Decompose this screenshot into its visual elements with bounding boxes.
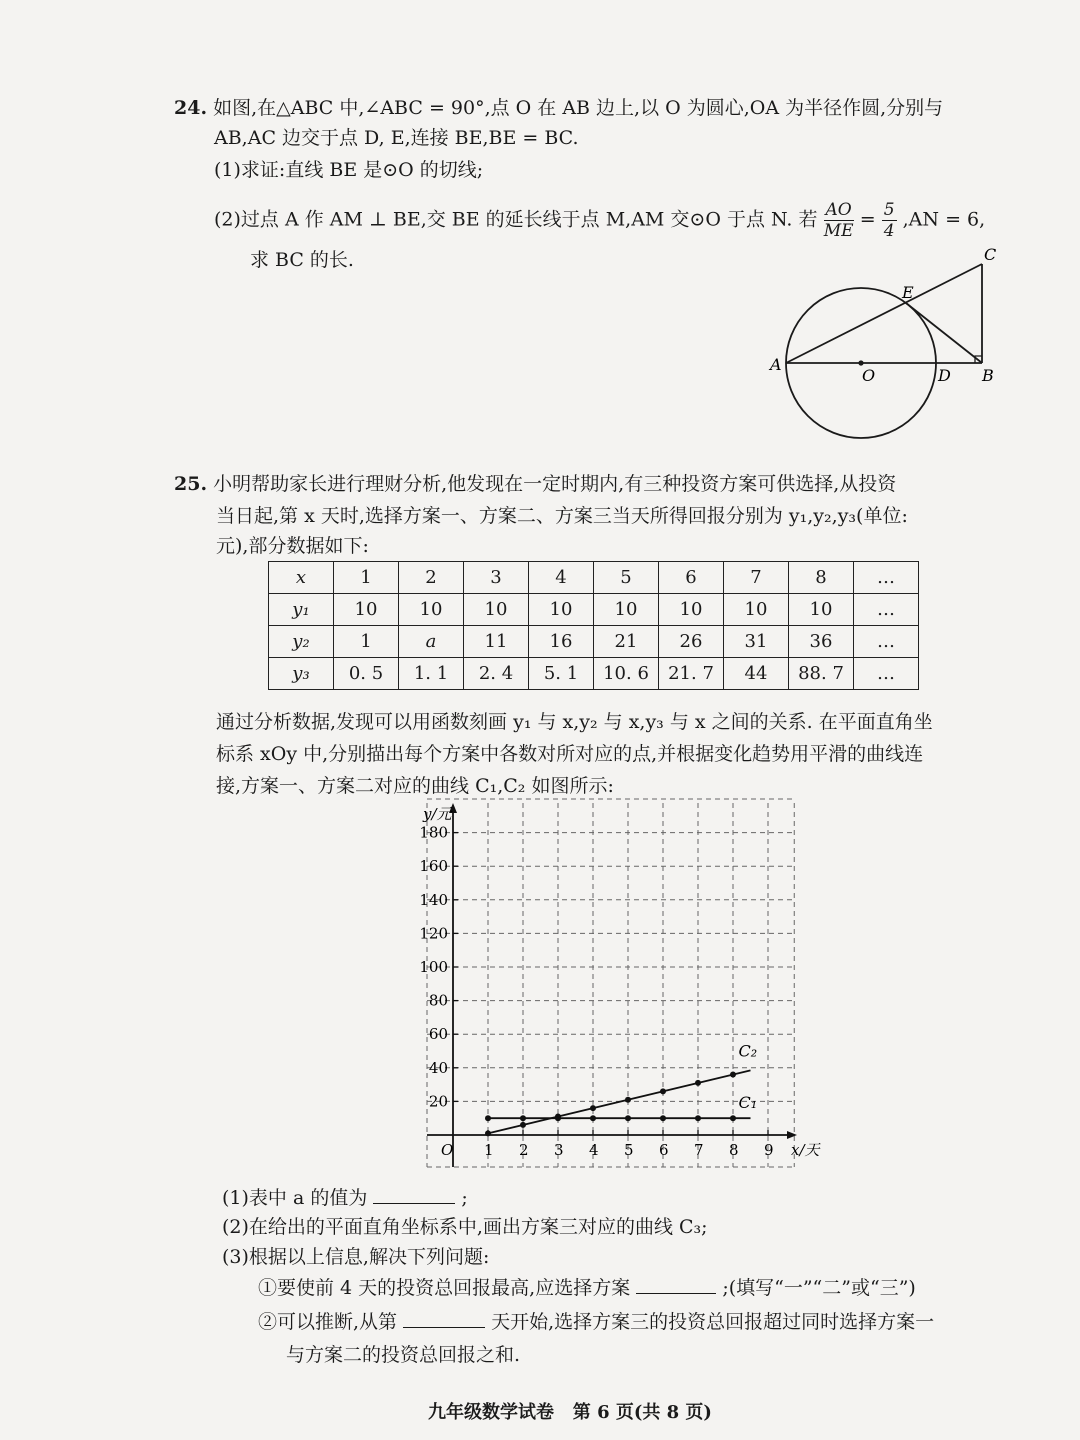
table-row-header: y₂	[269, 626, 334, 658]
x-tick-label: 6	[659, 1141, 669, 1159]
table-cell: 4	[529, 562, 594, 594]
q24-part1: (1)求证:直线 BE 是⊙O 的切线;	[214, 159, 484, 181]
q24-part2-text: (2)过点 A 作 AM ⊥ BE,交 BE 的延长线于点 M,AM 交⊙O 于点 N. 若	[214, 208, 818, 231]
q25-sub1	[222, 1183, 468, 1212]
data-point	[485, 1130, 491, 1136]
center-point-o	[858, 360, 863, 365]
data-point	[485, 1115, 491, 1121]
data-point	[695, 1080, 701, 1086]
table-cell: 44	[724, 658, 789, 690]
answer-blank-plan[interactable]	[636, 1273, 716, 1294]
segment-ac	[786, 264, 982, 363]
q25-line2: 当日起,第 x 天时,选择方案一、方案二、方案三当天所得回报分别为 y₁,y₂,y₃(单位:	[216, 505, 908, 527]
table-cell: 26	[659, 626, 724, 658]
q25-para3: 接,方案一、方案二对应的曲线 C₁,C₂ 如图所示:	[216, 775, 614, 797]
q25-sub3-1	[258, 1273, 916, 1302]
label-b: B	[982, 366, 994, 385]
table-cell: …	[854, 626, 919, 658]
table-cell: 1	[334, 562, 399, 594]
q25-data-table	[268, 561, 919, 690]
table-cell: …	[854, 562, 919, 594]
x-tick-label: 7	[694, 1141, 704, 1159]
table-cell: 10	[334, 594, 399, 626]
q25-sub2: (2)在给出的平面直角坐标系中,画出方案三对应的曲线 C₃;	[222, 1216, 708, 1238]
table-cell: 1. 1	[399, 658, 464, 690]
q24-part2-line2: 求 BC 的长.	[250, 249, 354, 271]
data-point	[520, 1122, 526, 1128]
table-cell: 2	[399, 562, 464, 594]
table-cell: …	[854, 594, 919, 626]
page-footer: 九年级数学试卷 第 6 页(共 8 页)	[428, 1402, 712, 1423]
table-cell: 0. 5	[334, 658, 399, 690]
table-cell: 11	[464, 626, 529, 658]
label-o: O	[862, 366, 876, 385]
table-cell: 21	[594, 626, 659, 658]
table-cell: 2. 4	[464, 658, 529, 690]
table-row-header: y₁	[269, 594, 334, 626]
table-cell: 31	[724, 626, 789, 658]
answer-blank-day[interactable]	[403, 1307, 485, 1328]
data-point	[695, 1115, 701, 1121]
q24-stem-1: 如图,在△ABC 中,∠ABC = 90°,点 O 在 AB 边上,以 O 为圆心,OA 为半径作圆,分别与	[213, 97, 944, 119]
q24-line2: AB,AC 边交于点 D, E,连接 BE,BE = BC.	[214, 127, 579, 149]
q24-line1	[174, 94, 943, 122]
table-cell: 10	[399, 594, 464, 626]
label-c: C	[984, 245, 997, 264]
table-cell: 3	[464, 562, 529, 594]
q25-para1: 通过分析数据,发现可以用函数刻画 y₁ 与 x,y₂ 与 x,y₃ 与 x 之间的关系. 在平面直角坐	[216, 711, 933, 733]
y-tick-label: 160	[419, 857, 448, 876]
q25-sub3: (3)根据以上信息,解决下列问题:	[222, 1246, 490, 1268]
x-tick-label: 8	[729, 1141, 739, 1159]
y-tick-label: 120	[419, 924, 448, 943]
fraction-denominator: ME	[823, 221, 854, 241]
q25-sub3-1-end: ;(填写“一”“二”或“三”)	[722, 1277, 916, 1299]
table-cell: a	[399, 626, 464, 658]
table-cell: 21. 7	[659, 658, 724, 690]
q24-number: 24.	[174, 97, 208, 119]
q25-stem-1: 小明帮助家长进行理财分析,他发现在一定时期内,有三种投资方案可供选择,从投资	[213, 473, 897, 495]
data-point	[660, 1088, 666, 1094]
q25-coordinate-chart	[405, 795, 825, 1175]
q25-number: 25.	[174, 473, 208, 495]
answer-blank-a[interactable]	[373, 1183, 455, 1204]
table-row-header: y₃	[269, 658, 334, 690]
table-cell: 1	[334, 626, 399, 658]
y-axis-label: y/元	[423, 805, 452, 823]
table-cell: 10	[529, 594, 594, 626]
y-tick-label: 100	[419, 958, 448, 976]
table-row	[269, 626, 919, 658]
table-cell: 16	[529, 626, 594, 658]
x-tick-label: 2	[519, 1141, 529, 1159]
x-tick-label: 9	[764, 1141, 774, 1159]
x-axis-arrow	[787, 1131, 797, 1139]
table-cell: 6	[659, 562, 724, 594]
data-point	[555, 1115, 561, 1121]
segment-be	[906, 303, 982, 363]
q25-sub3-2-text: ②可以推断,从第	[258, 1311, 398, 1333]
series-label: C₂	[738, 1041, 758, 1061]
table-cell: 10	[789, 594, 854, 626]
table-cell: 8	[789, 562, 854, 594]
x-tick-label: 5	[624, 1141, 634, 1159]
q25-sub3-2-mid: 天开始,选择方案三的投资总回报超过同时选择方案一	[491, 1311, 935, 1333]
q25-sub1-end: ;	[461, 1187, 468, 1209]
q25-sub3-1-text: ①要使前 4 天的投资总回报最高,应选择方案	[258, 1277, 631, 1299]
data-point	[590, 1105, 596, 1111]
x-tick-label: 3	[554, 1141, 564, 1159]
table-cell: 5. 1	[529, 658, 594, 690]
q24-geometry-figure	[760, 240, 1020, 450]
origin-label: O	[441, 1141, 454, 1159]
fraction-denominator: 4	[883, 221, 895, 241]
y-tick-label: 20	[428, 1092, 448, 1111]
table-cell: 10	[724, 594, 789, 626]
q24-part2	[214, 200, 985, 241]
fraction-numerator: 5	[883, 200, 895, 220]
data-point	[730, 1115, 736, 1121]
q25-line3: 元),部分数据如下:	[216, 535, 369, 557]
table-row	[269, 658, 919, 690]
y-tick-label: 140	[419, 890, 448, 909]
x-tick-label: 4	[589, 1141, 599, 1159]
table-cell: 10	[594, 594, 659, 626]
q24-part2-tail: ,AN = 6,	[902, 208, 986, 231]
q25-para2: 标系 xOy 中,分别描出每个方案中各数对所对应的点,并根据变化趋势用平滑的曲线连	[216, 743, 924, 765]
table-cell: 5	[594, 562, 659, 594]
fraction-5-4	[882, 200, 897, 241]
x-tick-label: 1	[484, 1141, 494, 1159]
fraction-ao-me	[824, 200, 854, 241]
y-tick-label: 40	[428, 1058, 448, 1077]
table-cell: 7	[724, 562, 789, 594]
q25-sub3-2	[258, 1307, 934, 1336]
data-point	[590, 1115, 596, 1121]
y-tick-label: 60	[428, 1025, 448, 1044]
table-cell: 36	[789, 626, 854, 658]
q25-line1	[174, 470, 896, 498]
table-row	[269, 594, 919, 626]
table-cell: …	[854, 658, 919, 690]
y-tick-label: 180	[419, 823, 448, 842]
table-cell: 10. 6	[594, 658, 659, 690]
table-cell: 88. 7	[789, 658, 854, 690]
data-point	[625, 1097, 631, 1103]
data-point	[730, 1072, 736, 1078]
data-point	[520, 1115, 526, 1121]
x-axis-label: x/天	[791, 1141, 820, 1159]
label-d: D	[938, 366, 951, 385]
label-e: E	[902, 283, 914, 302]
q25-sub1-text: (1)表中 a 的值为	[222, 1187, 368, 1209]
data-point	[660, 1115, 666, 1121]
data-point	[625, 1115, 631, 1121]
table-cell: 10	[464, 594, 529, 626]
series-label: C₁	[738, 1093, 758, 1113]
table-row-header: x	[269, 562, 334, 594]
table-cell: 10	[659, 594, 724, 626]
label-a: A	[770, 355, 782, 374]
y-tick-label: 80	[428, 991, 448, 1010]
show-through-text	[800, 128, 805, 148]
equals-sign: =	[859, 208, 876, 231]
table-row	[269, 562, 919, 594]
fraction-numerator: AO	[825, 200, 852, 220]
q25-sub3-2-line2: 与方案二的投资总回报之和.	[286, 1344, 521, 1366]
